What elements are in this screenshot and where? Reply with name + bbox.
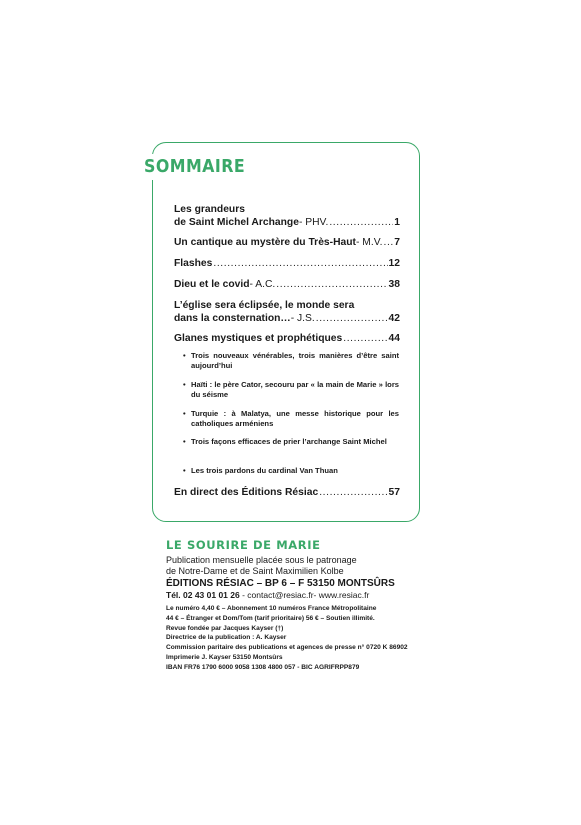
toc-entry-title: de Saint Michel Archange (174, 217, 299, 228)
colophon (166, 538, 406, 673)
iban-line: IBAN FR76 1790 6000 9058 1308 4800 057 - BIC AGRIFRPP879 (166, 663, 360, 671)
dot-leader (319, 486, 387, 499)
toc-entry[interactable] (174, 236, 400, 249)
dot-leader (383, 236, 393, 249)
toc-title: SOMMAIRE (144, 156, 246, 177)
printer-line: Imprimerie J. Kayser 53150 Montsûrs (166, 653, 283, 661)
price-line: Le numéro 4,40 € – Abonnement 10 numéros France Métropolitaine (166, 605, 377, 612)
toc-entry-title: dans la consternation… (174, 313, 291, 324)
toc-entry-line1: Les grandeurs (174, 204, 245, 215)
toc-sub-item-text: Trois façons efficaces de prier l’archange Saint Michel (191, 437, 387, 446)
dot-leader (316, 312, 388, 325)
toc-entry[interactable] (174, 278, 400, 291)
toc-entry-page: 38 (388, 279, 400, 290)
toc-entry-page: 1 (394, 217, 400, 228)
toc-entry-title: Flashes (174, 258, 213, 269)
toc-entry-author: - PHV. (298, 217, 329, 228)
toc-sub-item[interactable] (183, 466, 399, 476)
publication-line: de Notre-Dame et de Saint Maximilien Kolbe (166, 566, 344, 576)
toc-entry-author: - J.S. (290, 313, 315, 324)
dot-leader (329, 216, 393, 229)
toc-sub-item[interactable] (183, 380, 399, 400)
toc-entry[interactable] (174, 257, 400, 270)
toc-sub-item[interactable] (183, 437, 399, 447)
toc-entry-page: 57 (388, 487, 400, 498)
contact-web[interactable]: - contact@resiac.fr- www.resiac.fr (239, 590, 370, 600)
phone-number: Tél. 02 43 01 01 26 (166, 590, 240, 600)
toc-entry-title: Dieu et le covid (174, 279, 250, 290)
toc-sub-item[interactable] (183, 409, 399, 429)
toc-entry-author: - M.V. (355, 237, 383, 248)
bullet-icon: • (183, 380, 186, 389)
toc-entry[interactable] (174, 486, 400, 499)
price-line: 44 € – Étranger et Dom/Tom (tarif prioritaire) 56 € – Soutien illimité. (166, 614, 375, 622)
toc-entry-line (174, 236, 400, 249)
toc-entry-page: 12 (388, 258, 400, 269)
dot-leader (343, 332, 387, 345)
toc-entry-line (174, 332, 400, 345)
toc-entry-title: Un cantique au mystère du Très-Haut (174, 237, 356, 248)
toc-sub-item-text: Trois nouveaux vénérables, trois manières d’être saint aujourd’hui (191, 351, 399, 370)
director-line: Directrice de la publication : A. Kayser (166, 634, 287, 642)
toc-entry[interactable] (174, 203, 400, 229)
toc-entry-line (174, 216, 400, 229)
toc-entry-title: Glanes mystiques et prophétiques (174, 333, 343, 344)
toc-entry-line1: L’église sera éclipsée, le monde sera (174, 300, 355, 311)
toc-entry-page: 7 (394, 237, 400, 248)
toc-entry[interactable] (174, 299, 400, 325)
toc-entry-title: En direct des Éditions Résiac (174, 487, 319, 498)
toc-entry-line (174, 278, 400, 291)
toc-entry[interactable] (174, 332, 400, 345)
bullet-icon: • (183, 351, 186, 360)
bullet-icon: • (183, 437, 186, 446)
toc-entry-page: 42 (388, 313, 400, 324)
toc-sub-item-text: Turquie : à Malatya, une messe historique pour les catholiques arméniens (191, 409, 399, 428)
bullet-icon: • (183, 409, 186, 418)
commission-line: Commission paritaire des publications et agences de presse n° 0720 K 86902 (166, 644, 408, 652)
dot-leader (276, 278, 387, 291)
bullet-icon: • (183, 466, 186, 475)
brand-title: LE SOURIRE DE MARIE (166, 538, 321, 552)
dot-leader (213, 257, 387, 270)
editions-address: ÉDITIONS RÉSIAC – BP 6 – F 53150 MONTSÛRS (166, 578, 395, 589)
toc-sub-item[interactable] (183, 351, 399, 371)
toc-entry-line (174, 486, 400, 499)
contact-line (166, 590, 406, 601)
toc-entry-line (174, 257, 400, 270)
toc-sub-item-text: Haïti : le père Cator, secouru par « la main de Marie » lors du séisme (191, 380, 399, 399)
toc-entry-author: - A.C. (249, 279, 276, 290)
publication-line: Publication mensuelle placée sous le patronage (166, 555, 357, 565)
toc-sub-item-text: Les trois pardons du cardinal Van Thuan (191, 466, 338, 475)
founder-line: Revue fondée par Jacques Kayser (†) (166, 624, 284, 632)
toc-entry-line (174, 312, 400, 325)
toc-entry-page: 44 (388, 333, 400, 344)
